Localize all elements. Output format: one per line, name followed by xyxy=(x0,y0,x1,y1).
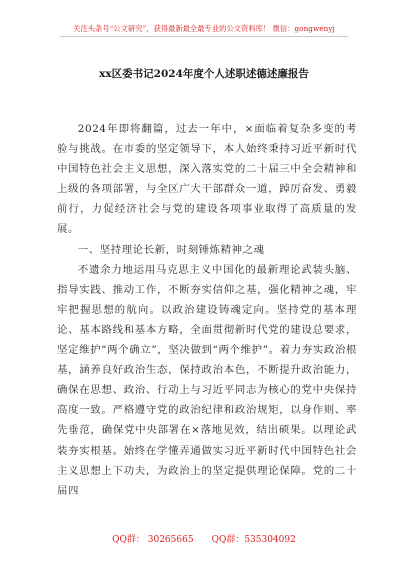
footer-qq-group-1: QQ群： 30265665 xyxy=(112,535,194,545)
body-paragraph: 不遗余力地运用马克思主义中国化的最新理论武装头脑、指导实践、推动工作，不断夯实信仰之基，强化精神之魂，牢牢把握思想的航向。以政治建设铸魂定向。坚持党的基本理论、基本路线和基本方略，全面贯彻新时代党的建设总要求，坚定维护“两个确立”，坚决做到“两个维护”。着力夯实政治根基，涵养良好政治生态，保持政治本色，不断提升政治能力，确保在思想、政治、行动上与习近平同志为核心的党中央保持高度一致。严格遵守党的政治纪律和政治规矩，以身作则、率先垂范，确保党中央部署在×落地见效，结出硕果。以理论武装夯实根基。始终在学懂弄通做实习近平新时代中国特色社会主义思想上下功夫，为政治上的坚定提供理论保障。党的二十届四 xyxy=(57,263,357,497)
footer-qq-group-2: QQ群：535304092 xyxy=(211,535,296,545)
document-title: xx区委书记2024年度个人述职述德述廉报告 xyxy=(99,68,309,80)
footer xyxy=(0,532,408,545)
document-body xyxy=(57,119,357,501)
header-divider xyxy=(60,36,348,37)
intro-paragraph: 2024年即将翻篇，过去一年中，×面临着复杂多变的考验与挑战。在市委的坚定领导下，本人始终秉持习近平新时代中国特色社会主义思想，深入落实党的二十届三中全会精神和上级的各项部署，与全区广大干部群众一道，踔厉奋发、勇毅前行，力促经济社会与党的建设各项事业取得了高质量的发展。 xyxy=(57,123,357,236)
section-heading: 一、坚持理论长新，时刻锤炼精神之魂 xyxy=(77,243,265,256)
header-banner: 关注头条号“公文研究”，获得最新最全最专业的公文资料库！ 微信：gongwenyj xyxy=(73,24,335,33)
